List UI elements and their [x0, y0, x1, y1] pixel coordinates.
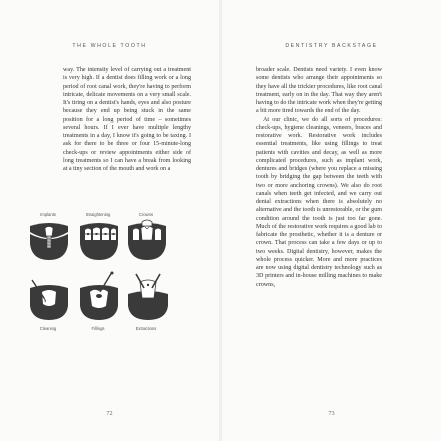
right-page [222, 0, 441, 441]
label-crowns: Crowns [138, 212, 154, 217]
label-extractions: Extractions [135, 326, 157, 331]
left-paragraph: way. The intensity level of carrying out a treatment is very high. If a dentist does filling work or a long period of root canal work, they're having to perform intricate, delicate movements on a very small scale. It's tiring on a dentist's hands, eyes and also posture because they end up being stuck in the same position for a long period of time – sometimes several hours. If I ever have multiple lengthy treatments in a day, I know it's going to be taxing. I ask for there to be three or four 15-minute-long check-ups or review appointments either side of long treatments so I can have a break from looking at a tiny section of the mouth and work on a [63, 67, 191, 172]
label-fillings: Fillings [91, 326, 105, 331]
cleaning-icon [28, 278, 70, 322]
dental-procedures-illustration [28, 212, 196, 352]
left-page [0, 0, 219, 441]
extraction-icon [126, 272, 170, 322]
right-paragraph: At our clinic, we do all sorts of procedures: check-ups, hygiene cleanings, veneers, braces and restorative work. Restorative work includes essential treatments, like using fillings to treat patients with cavities and decay, as well as more complicated procedures, such as implant work, dentures and bridges (where you replace a missing tooth by bridging the gap between the teeth with two or more anchoring crowns). We also do root canals when teeth get infected, and we carry out dental extractions when there is absolutely no alternative and the tooth is unrestorable, or the gum condition around the tooth is just too far gone. Much of the restorative work requires a good lab to fabricate the prosthetic, whether it is a denture or crown. That process can take a few days or up to two weeks. Digital dentistry, however, makes the whole process quicker. More and more practices are now using digital dentistry technology such as 3D printers and in-house milling machines to make crowns, [256, 116, 382, 288]
left-page-number: 72 [106, 410, 113, 417]
implant-icon [28, 222, 70, 262]
right-paragraph: broader scale. Dentists need variety. I even know some dentists who arrange their appointments so they have all the trickier procedures, like root canal treatment, early on in the day. That way they aren't having to do the intricate work when they're getting a bit more tired towards the end of the day. [256, 67, 382, 115]
left-running-head: THE WHOLE TOOTH [72, 43, 147, 49]
right-running-head: DENTISTRY BACKSTAGE [285, 43, 378, 49]
right-body-text [256, 66, 382, 289]
braces-icon [78, 222, 120, 262]
right-page-number: 73 [328, 410, 335, 417]
label-straightening: Straightening [85, 212, 111, 217]
crown-tooth-icon [126, 218, 168, 262]
label-cleaning: Cleaning [39, 326, 57, 331]
label-implants: Implants [40, 212, 56, 217]
left-body-text [63, 66, 191, 173]
filling-icon [78, 270, 120, 322]
